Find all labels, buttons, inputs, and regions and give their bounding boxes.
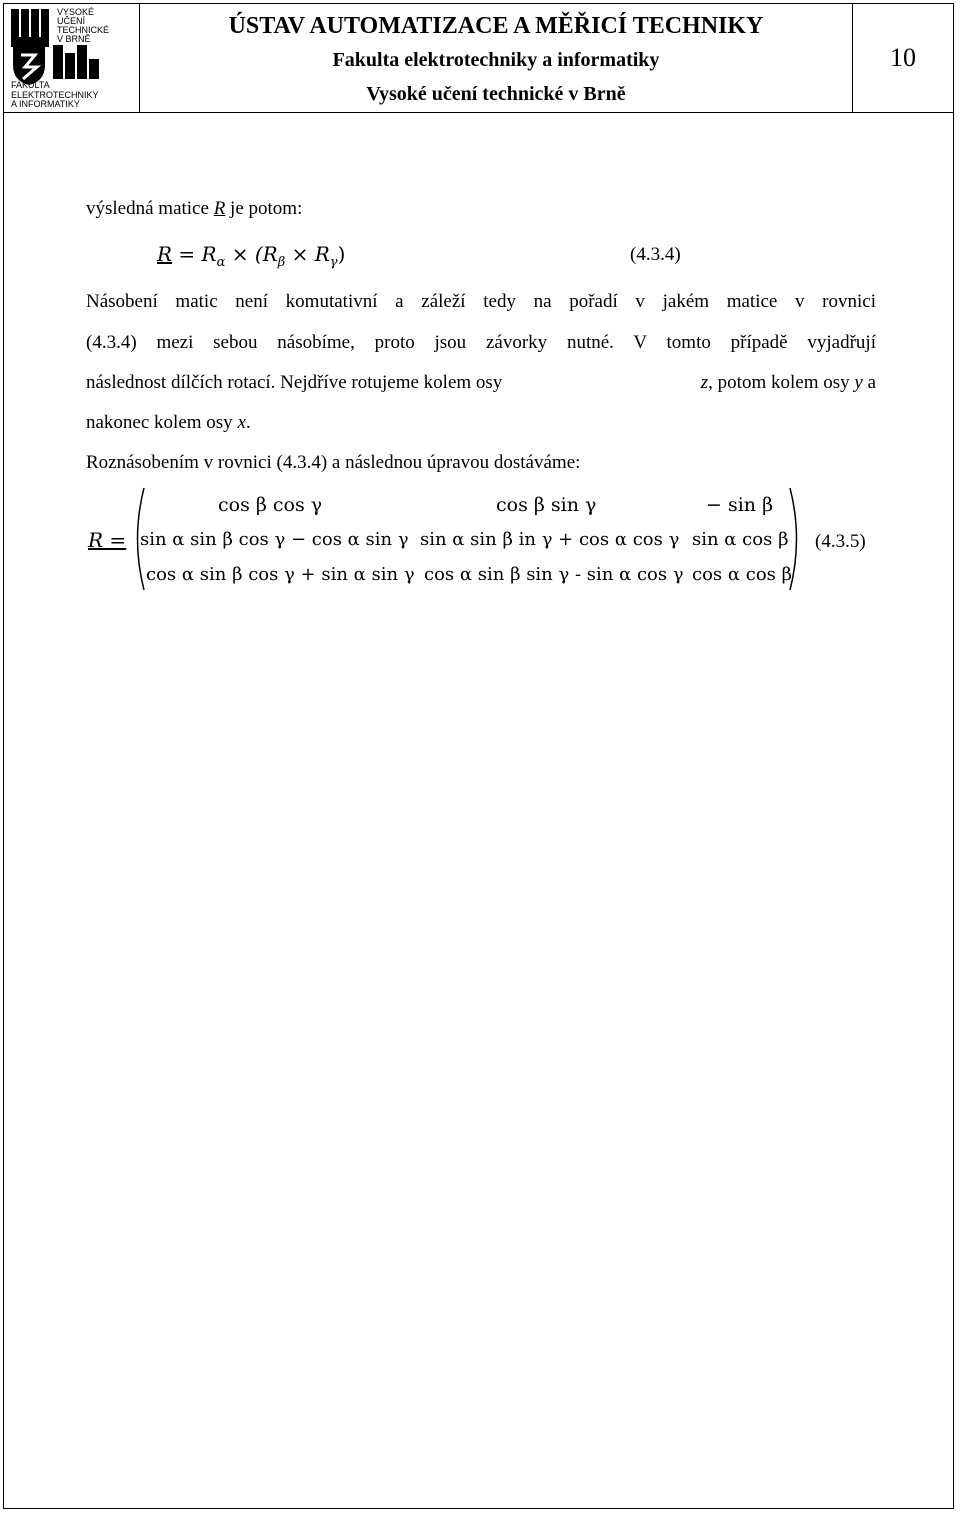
university-logo (3, 3, 140, 112)
matrix-cell-2-2: sin α sin β in γ + cos α cos γ (420, 529, 680, 550)
paragraph-line-1: Násobení matic není komutativní a záleží tedy na pořadí v jakém matice v rovnici (86, 291, 876, 312)
paragraph-line-2: (4.3.4) mezi sebou násobíme, proto jsou závorky nutné. V tomto případě vyjadřují (86, 332, 876, 353)
paragraph-line-4: nakonec kolem osy x. (86, 412, 251, 433)
logo-text-bottom: FAKULTA ELEKTROTECHNIKY A INFORMATIKY (11, 80, 99, 109)
header-titles (140, 3, 853, 112)
university-title: Vysoké učení technické v Brně (366, 83, 626, 105)
page-frame (3, 3, 954, 1509)
matrix-cell-2-3: sin α cos β (692, 529, 789, 550)
equation-number-4-3-5: (4.3.5) (815, 531, 866, 552)
matrix-cell-3-3: cos α cos β (692, 564, 793, 585)
equation-number-4-3-4: (4.3.4) (630, 244, 681, 265)
page-header (3, 3, 954, 113)
matrix-cell-1-1: cos β cos γ (218, 494, 323, 516)
matrix-cell-1-3: − sin β (706, 494, 774, 516)
matrix-lhs: R = (88, 528, 127, 552)
intro-line: výsledná matice R je potom: (86, 198, 303, 219)
paragraph-line-3: následnost dílčích rotací. Nejdříve rotujeme kolem osy z, potom kolem osy y a (86, 372, 876, 393)
paragraph-2: Roznásobením v rovnici (4.3.4) a následnou úpravou dostáváme: (86, 452, 581, 473)
matrix-cell-1-2: cos β sin γ (496, 494, 597, 516)
matrix-cell-2-1: sin α sin β cos γ − cos α sin γ (140, 529, 409, 550)
matrix-cell-3-1: cos α sin β cos γ + sin α sin γ (146, 564, 415, 585)
institute-title: ÚSTAV AUTOMATIZACE A MĚŘICÍ TECHNIKY (228, 13, 764, 39)
equation-4-3-4: $R = R_\alpha \times (R_\beta \times R_\gamma)$ (157, 242, 346, 270)
faculty-bars-icon (51, 43, 107, 81)
logo-text-top: VYSOKÉ UČENÍ TECHNICKÉ V BRNĚ (57, 7, 110, 44)
page-number: 10 (890, 42, 916, 72)
faculty-title: Fakulta elektrotechniky a informatiky (332, 49, 660, 71)
matrix-cell-3-2: cos α sin β sin γ - sin α cos γ (424, 564, 684, 585)
